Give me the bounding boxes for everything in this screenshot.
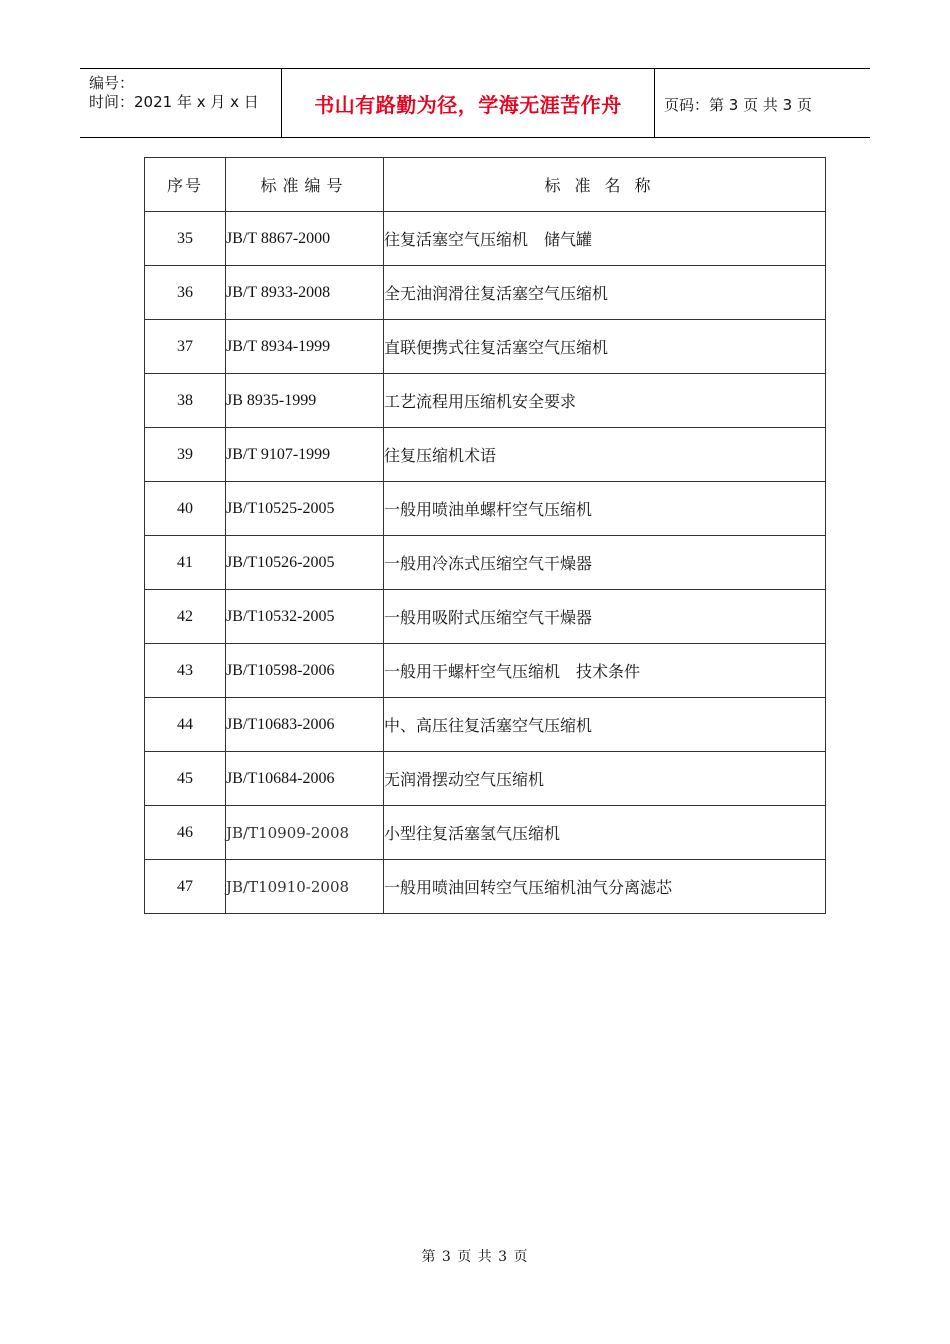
row-code: JB/T10910-2008 (226, 860, 384, 914)
column-header-name: 标准名称 (384, 158, 826, 212)
row-no: 36 (145, 266, 226, 320)
table-row (145, 374, 826, 428)
row-name: 一般用喷油单螺杆空气压缩机 (384, 482, 826, 536)
serial-label: 编号： (89, 74, 135, 92)
table-body (145, 212, 826, 914)
row-no: 37 (145, 320, 226, 374)
table-row (145, 320, 826, 374)
row-no: 45 (145, 752, 226, 806)
row-name: 往复压缩机术语 (384, 428, 826, 482)
row-no: 38 (145, 374, 226, 428)
row-name: 全无油润滑往复活塞空气压缩机 (384, 266, 826, 320)
table-row (145, 482, 826, 536)
row-code: JB/T10526-2005 (226, 536, 384, 590)
standards-table (144, 157, 826, 914)
page-footer: 第 3 页 共 3 页 (421, 1249, 529, 1265)
table-row (145, 806, 826, 860)
row-code: JB/T10532-2005 (226, 590, 384, 644)
table-row (145, 752, 826, 806)
row-name: 往复活塞空气压缩机 储气罐 (384, 212, 826, 266)
table-header-row (145, 158, 826, 212)
time-label: 时间：2021 年 x 月 x 日 (89, 93, 259, 111)
row-name: 工艺流程用压缩机安全要求 (384, 374, 826, 428)
row-name: 一般用冷冻式压缩空气干燥器 (384, 536, 826, 590)
row-name: 无润滑摆动空气压缩机 (384, 752, 826, 806)
row-name: 中、高压往复活塞空气压缩机 (384, 698, 826, 752)
row-code: JB/T10683-2006 (226, 698, 384, 752)
row-no: 39 (145, 428, 226, 482)
row-code: JB/T10909-2008 (226, 806, 384, 860)
row-code: JB/T 8933-2008 (226, 266, 384, 320)
page-header (80, 68, 870, 138)
row-no: 44 (145, 698, 226, 752)
table-row (145, 860, 826, 914)
row-no: 35 (145, 212, 226, 266)
motto: 书山有路勤为径，学海无涯苦作舟 (314, 92, 622, 117)
row-no: 43 (145, 644, 226, 698)
table-row (145, 266, 826, 320)
table-row (145, 590, 826, 644)
header-page-cell (654, 69, 870, 137)
row-code: JB/T 8867-2000 (226, 212, 384, 266)
row-name: 一般用干螺杆空气压缩机 技术条件 (384, 644, 826, 698)
column-header-code: 标准编号 (226, 158, 384, 212)
row-no: 42 (145, 590, 226, 644)
row-no: 40 (145, 482, 226, 536)
row-name: 小型往复活塞氢气压缩机 (384, 806, 826, 860)
table-row (145, 644, 826, 698)
row-name: 一般用喷油回转空气压缩机油气分离滤芯 (384, 860, 826, 914)
column-header-no: 序号 (145, 158, 226, 212)
header-meta (80, 69, 280, 137)
row-code: JB/T10525-2005 (226, 482, 384, 536)
row-name: 直联便携式往复活塞空气压缩机 (384, 320, 826, 374)
table-row (145, 428, 826, 482)
row-code: JB/T 9107-1999 (226, 428, 384, 482)
table-row (145, 212, 826, 266)
row-code: JB/T10598-2006 (226, 644, 384, 698)
row-code: JB/T 8934-1999 (226, 320, 384, 374)
row-no: 46 (145, 806, 226, 860)
row-code: JB 8935-1999 (226, 374, 384, 428)
row-name: 一般用吸附式压缩空气干燥器 (384, 590, 826, 644)
row-no: 47 (145, 860, 226, 914)
row-code: JB/T10684-2006 (226, 752, 384, 806)
row-no: 41 (145, 536, 226, 590)
table-row (145, 698, 826, 752)
table-row (145, 536, 826, 590)
header-page-info: 页码：第 3 页 共 3 页 (664, 96, 812, 114)
header-motto-cell (281, 69, 655, 137)
